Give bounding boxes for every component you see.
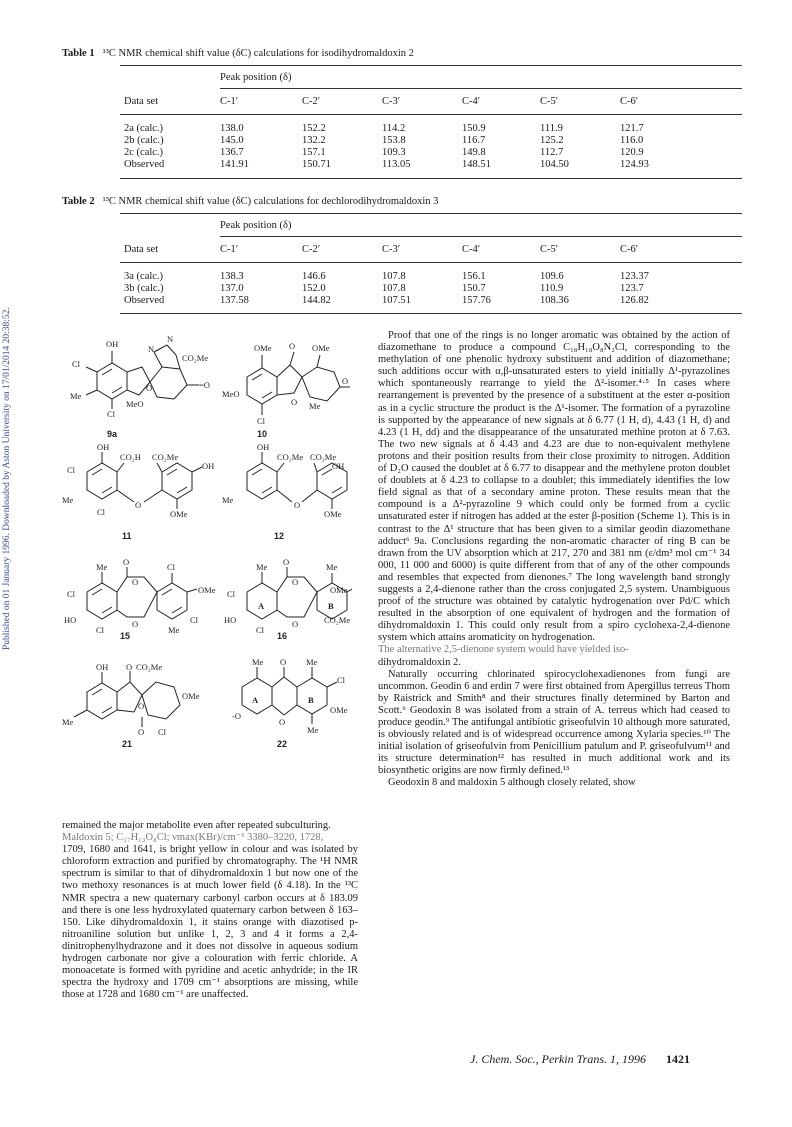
label-cl: Cl xyxy=(167,562,176,572)
table-cell: 149.8 xyxy=(462,147,486,158)
label-o: O xyxy=(146,383,153,393)
table-cell: 124.93 xyxy=(620,159,649,170)
label-oh: OH xyxy=(106,339,119,349)
label-me: Me xyxy=(256,562,268,572)
paragraph: dihydromaldoxin 2. xyxy=(378,656,461,668)
label-co2me: CO₂Me xyxy=(324,615,351,625)
structure-15 xyxy=(87,567,197,619)
table-cell: 152.2 xyxy=(302,123,326,134)
label-me: Me xyxy=(62,495,74,505)
label-minus-o: -O xyxy=(232,711,241,721)
table-cell: 116.7 xyxy=(462,135,486,146)
download-watermark: Published on 01 January 1996. Downloaded by Aston University on 17/01/2014 20:38:52. xyxy=(2,307,12,650)
table-cell: 121.7 xyxy=(620,123,644,134)
table-cell: 141.91 xyxy=(220,159,249,170)
structure-10 xyxy=(247,352,350,415)
paragraph: Naturally occurring chlorinated spirocyclohexadienones from fungi are uncommon. Geodin 6 and erdin 7 were first obtained from Apergillus terreus Thom by Raistrick and Smith⁸ and their structures finally determined by Barton and Scott.⁶ Geodoxin 8 was isolated from a strain of A. terreus which had ceased to produce geodin.⁹ The antifungal antibiotic griseofulvin 10 although more saturated, is obviously related and is of widespread occurrence among Xylaria species.¹⁰ The initial isolation of griseofulvin from Penicillium patulum and P. griseofulvum¹¹ and its structure determination¹² has resulted in much additional work and its biosynthetic origins are now firmly defined.¹³ xyxy=(378,668,730,777)
table-cell: 132.2 xyxy=(302,135,326,146)
label-me: Me xyxy=(326,562,338,572)
label-o: O xyxy=(292,619,299,629)
paragraph: Geodoxin 8 and maldoxin 5 although closely related, show xyxy=(388,777,636,789)
label-o: O xyxy=(292,577,299,587)
table-1-col-header: C-6′ xyxy=(620,96,639,107)
table-1-bottom-rule xyxy=(120,178,742,179)
table-cell: 116.0 xyxy=(620,135,644,146)
label-o: O xyxy=(138,701,145,711)
structure-label-15: 15 xyxy=(120,631,131,641)
structure-label-10: 10 xyxy=(257,429,268,439)
label-me: Me xyxy=(309,401,321,411)
table-1-col-header: C-3′ xyxy=(382,96,401,107)
table-cell: 120.9 xyxy=(620,147,644,158)
label-ome: OMe xyxy=(198,585,216,595)
structure-label-12: 12 xyxy=(274,531,285,541)
table-1-label: Table 1 xyxy=(62,48,95,59)
chemical-structures-figure xyxy=(62,327,352,812)
label-ho: HO xyxy=(64,615,77,625)
table-2 xyxy=(62,196,742,314)
table-cell: 107.8 xyxy=(382,271,406,282)
table-cell: 148.51 xyxy=(462,159,491,170)
table-cell: 104.50 xyxy=(540,159,569,170)
label-ring-a: A xyxy=(252,695,259,705)
table-cell: 137.58 xyxy=(220,295,249,306)
label-co2me: CO₂Me xyxy=(136,662,163,672)
table-cell: 112.7 xyxy=(540,147,564,158)
label-oh: OH xyxy=(332,461,345,471)
label-me: Me xyxy=(307,725,319,735)
label-co2h: CO₂H xyxy=(120,452,141,462)
table-cell: 150.7 xyxy=(462,283,486,294)
paragraph: remained the major metabolite even after repeated subculturing. xyxy=(62,820,331,831)
table-cell: 136.7 xyxy=(220,147,244,158)
label-o: O xyxy=(132,619,139,629)
label-cl: Cl xyxy=(158,727,167,737)
table-cell: 113.05 xyxy=(382,159,411,170)
label-o: O xyxy=(138,727,145,737)
label-ring-a: A xyxy=(258,601,265,611)
table-2-col-header: C-4′ xyxy=(462,244,481,255)
label-me: Me xyxy=(62,717,74,727)
label-me: Me xyxy=(252,657,264,667)
label-ome: OMe xyxy=(254,343,272,353)
left-column-text xyxy=(62,820,358,1001)
table-2-group-header: Peak position (δ) xyxy=(220,220,292,231)
structure-label-22: 22 xyxy=(277,739,288,749)
label-oh: OH xyxy=(202,461,215,471)
table-cell: 114.2 xyxy=(382,123,406,134)
table-row-label: 2a (calc.) xyxy=(124,123,164,134)
table-row-label: Observed xyxy=(124,295,165,306)
structure-label-9a: 9a xyxy=(107,429,118,439)
label-oh: OH xyxy=(96,662,109,672)
label-meo: MeO xyxy=(222,389,240,399)
label-o: O xyxy=(289,341,296,351)
label-eqo: =O xyxy=(199,380,210,390)
table-1-grid xyxy=(62,66,742,176)
table-cell: 111.9 xyxy=(540,123,563,134)
label-cl: Cl xyxy=(97,507,106,517)
table-2-header-rule xyxy=(120,262,742,263)
table-cell: 150.71 xyxy=(302,159,331,170)
label-o: O xyxy=(280,657,287,667)
label-ome: OMe xyxy=(312,343,330,353)
label-oh: OH xyxy=(97,442,110,452)
label-o: O xyxy=(283,557,290,567)
table-2-col-header: C-5′ xyxy=(540,244,559,255)
table-cell: 107.8 xyxy=(382,283,406,294)
table-row-label: 2b (calc.) xyxy=(124,135,164,146)
label-o: O xyxy=(291,397,298,407)
table-2-row-header: Data set xyxy=(124,244,159,255)
label-co2me: CO₂Me xyxy=(182,353,209,363)
page-number: 1421 xyxy=(666,1052,690,1066)
label-meo: MeO xyxy=(126,399,144,409)
table-cell: 108.36 xyxy=(540,295,569,306)
table-cell: 123.7 xyxy=(620,283,644,294)
table-2-caption xyxy=(62,196,742,207)
label-ring-b: B xyxy=(308,695,314,705)
table-1-caption-text: ¹³C NMR chemical shift value (δC) calculations for isodihydromaldoxin 2 xyxy=(102,48,414,59)
table-cell: 123.37 xyxy=(620,271,649,282)
label-cl: Cl xyxy=(256,625,265,635)
paragraph-garbled: The alternative 2,5-dienone system would have yielded iso- xyxy=(378,644,629,656)
paragraph: 1709, 1680 and 1641, is bright yellow in colour and was isolated by chloroform extraction and purified by chromatography. The ¹H NMR spectrum is similar to that of dihydromaldoxin 1 but now one of the two methoxy resonances is at much lower field (δ 4.18). In the ¹³C NMR spectra a new quaternary carbonyl carbon occurs at δ 183.09 and there is one less hydroxylated quaternary carbon between δ 163–150. Like dihydromaldoxin 1, it stains orange with diazotised p-nitroaniline solution but unlike 1, 2, 3 and 4 it forms a 2,4-dinitrophenylhydrazone and it does not dissolve in aqueous sodium hydrogen carbonate nor give a colouration with ferric chloride. A monoacetate is formed with pyridine and acetic anhydride; in the IR spectra the hydroxy and 1709 cm⁻¹ absorptions are missing, while those at 1728 and 1680 cm⁻¹ are unaffected. xyxy=(62,844,358,1001)
label-ome: OMe xyxy=(330,705,348,715)
label-me: Me xyxy=(70,391,82,401)
table-1-group-rule xyxy=(220,88,742,89)
label-o: O xyxy=(123,557,130,567)
table-1-caption xyxy=(62,48,742,59)
right-column-text xyxy=(378,330,730,790)
page-footer xyxy=(470,1052,690,1067)
label-cl: Cl xyxy=(107,409,116,419)
table-cell: 145.0 xyxy=(220,135,244,146)
table-2-group-rule xyxy=(220,236,742,237)
table-cell: 150.9 xyxy=(462,123,486,134)
label-ho: HO xyxy=(224,615,237,625)
table-cell: 156.1 xyxy=(462,271,486,282)
table-1-group-header: Peak position (δ) xyxy=(220,72,292,83)
label-o: O xyxy=(342,376,349,386)
label-cl: Cl xyxy=(72,359,81,369)
journal-citation: J. Chem. Soc., Perkin Trans. 1, 1996 xyxy=(470,1052,646,1066)
label-o: O xyxy=(294,500,301,510)
table-cell: 138.3 xyxy=(220,271,244,282)
paragraph-garbled: Maldoxin 5; C₁₇H₁₃O₈Cl; νmax(KBr)/cm⁻¹ 3380–3220, 1728, xyxy=(62,832,324,844)
table-cell: 146.6 xyxy=(302,271,326,282)
table-2-col-header: C-1′ xyxy=(220,244,239,255)
structures-svg xyxy=(62,327,352,812)
table-2-col-header: C-3′ xyxy=(382,244,401,255)
table-cell: 110.9 xyxy=(540,283,564,294)
label-ome: OMe xyxy=(182,691,200,701)
structure-label-16: 16 xyxy=(277,631,288,641)
label-cl: Cl xyxy=(257,416,266,426)
table-2-caption-text: ¹³C NMR chemical shift value (δC) calculations for dechlorodihydromaldoxin 3 xyxy=(102,196,439,207)
table-1-col-header: C-2′ xyxy=(302,96,321,107)
label-cl: Cl xyxy=(190,615,199,625)
table-row-label: Observed xyxy=(124,159,165,170)
table-1 xyxy=(62,48,742,179)
table-cell: 107.51 xyxy=(382,295,411,306)
label-o: O xyxy=(126,662,133,672)
label-me: Me xyxy=(168,625,180,635)
table-cell: 153.8 xyxy=(382,135,406,146)
label-oh: OH xyxy=(257,442,270,452)
table-cell: 109.6 xyxy=(540,271,564,282)
table-cell: 144.82 xyxy=(302,295,331,306)
table-2-col-header: C-6′ xyxy=(620,244,639,255)
label-co2me: CO₂Me xyxy=(152,452,179,462)
label-cl: Cl xyxy=(67,589,76,599)
table-1-col-header: C-1′ xyxy=(220,96,239,107)
table-cell: 157.1 xyxy=(302,147,326,158)
label-ome: OMe xyxy=(170,509,188,519)
label-co2me: CO₂Me xyxy=(277,452,304,462)
table-2-bottom-rule xyxy=(120,313,742,314)
label-n: N xyxy=(148,344,155,354)
label-ome: OMe xyxy=(324,509,342,519)
label-cl: Cl xyxy=(96,625,105,635)
label-o: O xyxy=(279,717,286,727)
label-o: O xyxy=(135,500,142,510)
table-cell: 157.76 xyxy=(462,295,491,306)
structure-21 xyxy=(74,671,180,727)
label-o: O xyxy=(132,577,139,587)
table-1-header-rule xyxy=(120,114,742,115)
table-1-row-header: Data set xyxy=(124,96,159,107)
table-2-grid xyxy=(62,214,742,311)
table-2-col-header: C-2′ xyxy=(302,244,321,255)
structure-label-11: 11 xyxy=(122,531,132,541)
table-row-label: 2c (calc.) xyxy=(124,147,164,158)
table-1-col-header: C-4′ xyxy=(462,96,481,107)
structure-label-21: 21 xyxy=(122,739,133,749)
table-cell: 138.0 xyxy=(220,123,244,134)
table-2-label: Table 2 xyxy=(62,196,95,207)
label-cl: Cl xyxy=(337,675,346,685)
label-n: N xyxy=(167,334,174,344)
table-cell: 109.3 xyxy=(382,147,406,158)
label-cl: Cl xyxy=(227,589,236,599)
label-cl: Cl xyxy=(67,465,76,475)
table-cell: 137.0 xyxy=(220,283,244,294)
table-cell: 152.0 xyxy=(302,283,326,294)
table-row-label: 3b (calc.) xyxy=(124,283,164,294)
label-co2me: CO₂Me xyxy=(310,452,337,462)
table-cell: 125.2 xyxy=(540,135,564,146)
label-me: Me xyxy=(96,562,108,572)
table-cell: 126.82 xyxy=(620,295,649,306)
label-me: Me xyxy=(306,657,318,667)
label-ome: OMe xyxy=(330,585,348,595)
table-1-col-header: C-5′ xyxy=(540,96,559,107)
paragraph: Proof that one of the rings is no longer aromatic was obtained by the action of diazomethane to produce a compound C₁₈H₁₈O₈N₂Cl, corresponding to the methylation of one phenolic hydroxy substituent and addition of diazomethane; such additions occur with α,β-unsaturated esters to yield initially Δ¹-pyrazolines which spontaneously rearrange to yield the Δ²-isomer.⁴·⁵ In cases where rearrangement is prevented by the presence of a substituent at the ester α-position as in a cyclic structure the product is the Δ¹-isomer. The formation of a pyrazoline is supported by the appearance of new signals at δ 6.77 (1 H, d), 4.43 (1 H, d) and 4.23 (1 H, dd) and the disappearance of the unsaturated methine proton at δ 7.63. The two new signals at δ 4.43 and 4.23 are due to non-equivalent methylene protons and their position results from their close proximity to nitrogen. Addition of D₂O caused the doublet at δ 6.77 to disappear and the methylene proton doublet of doublets at δ 4.23 to collapse to a doublet; this immediately identifies the low field signal as that of a secondary amine proton. These results mean that the compound is a Δ²-pyrazoline 9 which could only be formed from a cyclic unsaturated ester if nitrogen has added at the ester β-position (Scheme 1). This is in contrast to the Δ¹ structure that has been given to a similar geodin diazomethane adduct⁶ 9a. Conclusions regarding the non-aromatic character of ring B can be drawn from the UV absorption which at 217, 270 and 381 nm (ε/dm³ mol cm⁻¹ 34 000, 11 000 and 6000) is quite different from that of any of the other compounds and resembles that expected from dienones.⁷ The long wavelength band strongly suggests a 2,4-dienone rather than the cross conjugated 2,5 system. Unambiguous proof of the structure was obtained by catalytic hydrogenation over Pd/C which resulted in the absorption of one equivalent of hydrogen and the formation of dihydromaldoxin 1. This could only result from a spiro cyclohexa-2,4-dienone system which attains aromaticity on hydrogenation. xyxy=(378,330,730,644)
table-row-label: 3a (calc.) xyxy=(124,271,164,282)
label-ring-b: B xyxy=(328,601,334,611)
label-me: Me xyxy=(222,495,234,505)
structure-11 xyxy=(87,452,202,509)
